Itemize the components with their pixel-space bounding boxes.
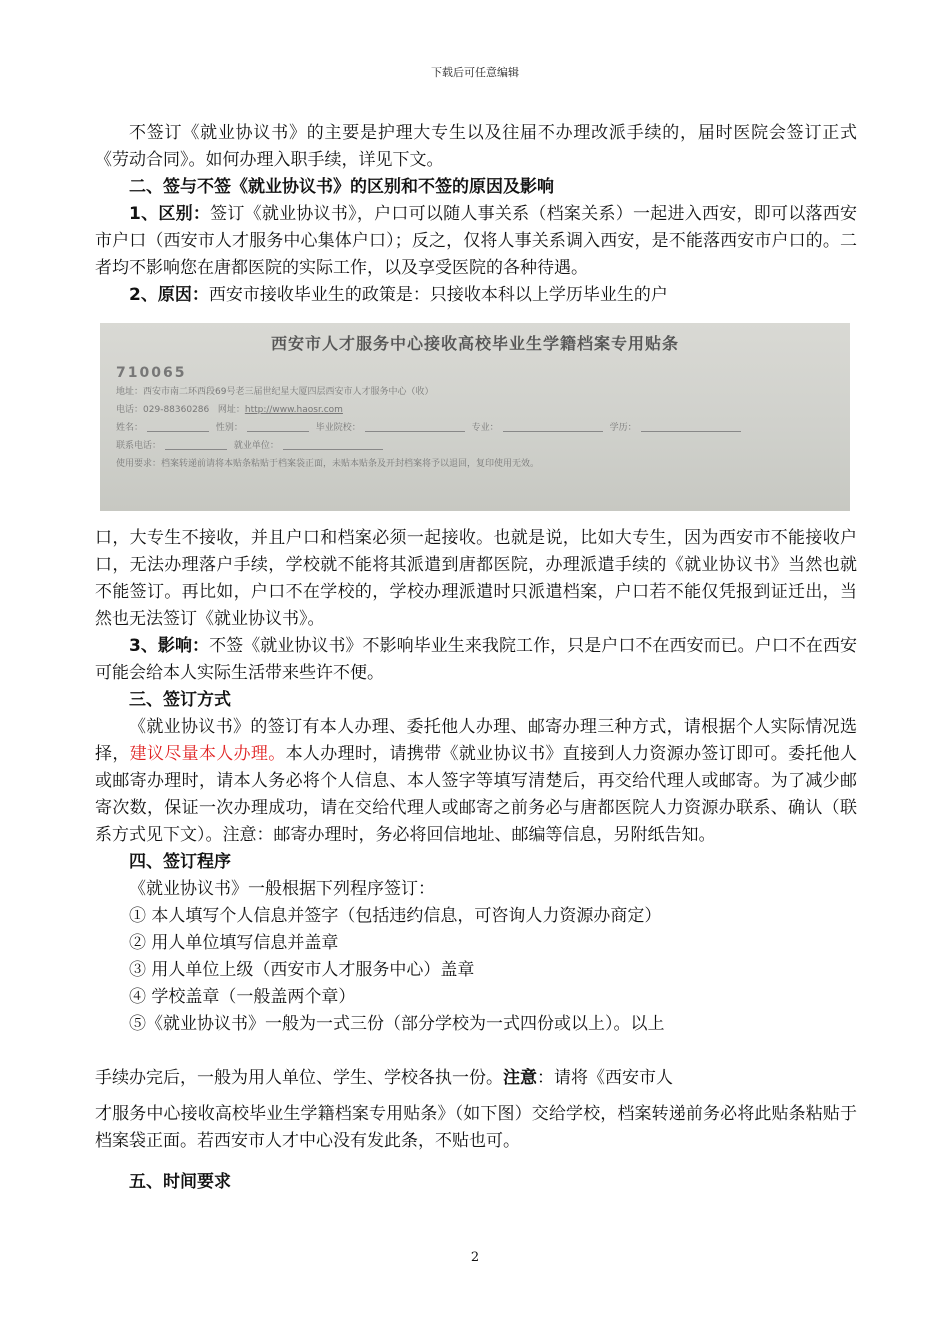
slip-blank — [147, 431, 209, 432]
slip-address: 地址：西安市南二环西段69号老三届世纪星大厦四层西安市人才服务中心（收） — [116, 387, 434, 397]
slip-field-gender: 性别： — [215, 423, 243, 433]
slip-field-name: 姓名： — [116, 423, 144, 433]
procedure-step-5: ⑤《就业协议书》一般为一式三份（部分学校为一式四份或以上）。以上 — [129, 1014, 665, 1034]
effect-text: 不签《就业协议书》不影响毕业生来我院工作，只是户口不在西安而已。户口不在西安可能会给本人实际生活带来些许不便。 — [95, 636, 857, 683]
document-body — [95, 120, 857, 1196]
page-header: 下载后可任意编辑 — [431, 66, 519, 79]
slip-blank — [283, 449, 383, 450]
slip-phone-label: 电话： — [116, 405, 144, 415]
reason-label: 2、原因： — [129, 285, 209, 305]
slip-title: 西安市人才服务中心接收高校毕业生学籍档案专用贴条 — [270, 334, 679, 353]
reason-text-a: 西安市接收毕业生的政策是：只接收本科以上学历毕业生的户 — [208, 285, 668, 305]
slip-field-major: 专业： — [471, 423, 499, 433]
procedure-step-4: ④ 学校盖章（一般盖两个章） — [129, 987, 356, 1007]
section-3-heading: 三、签订方式 — [129, 690, 231, 710]
difference-label: 1、区别： — [129, 204, 211, 224]
slip-web-label: 网址： — [217, 405, 245, 415]
slip-blank — [503, 431, 603, 432]
slip-blank — [247, 431, 309, 432]
spacer — [95, 1038, 857, 1056]
section-2-heading: 二、签与不签《就业协议书》的区别和不签的原因及影响 — [129, 177, 554, 197]
paragraph-intro: 不签订《就业协议书》的主要是护理大专生以及往届不办理改派手续的，届时医院会签订正式《劳动合同》。如何办理入职手续，详见下文。 — [95, 123, 857, 170]
difference-text: 签订《就业协议书》，户口可以随人事关系（档案关系）一起进入西安，即可以落西安市户口（西安市人才服务中心集体户口）；反之，仅将人事关系调入西安，是不能落西安市户口的。二者均不影响您在唐都医院的实际工作，以及享受医院的各种待遇。 — [95, 204, 857, 278]
slip-field-degree: 学历： — [609, 423, 637, 433]
procedure-note-colon: ： — [537, 1068, 554, 1088]
slip-contact-line — [116, 401, 834, 419]
slip-postcode: 710065 — [116, 365, 187, 381]
procedure-step-3: ③ 用人单位上级（西安市人才服务中心）盖章 — [129, 960, 475, 980]
procedure-note-label: 注意 — [503, 1068, 537, 1088]
archive-slip-photo — [100, 323, 850, 511]
slip-fields-row-2 — [116, 437, 834, 455]
slip-phone: 029-88360286 — [143, 405, 210, 415]
slip-field-employer: 就业单位： — [233, 441, 279, 451]
procedure-intro: 《就业协议书》一般根据下列程序签订： — [129, 879, 435, 899]
signing-text-a: 《就业协议书》的签订有本人办理、委托他人办理、邮寄办理三种方式，请根据个人实际情况选择， — [95, 717, 857, 764]
slip-fields-row-1 — [116, 419, 834, 437]
signing-recommendation: 建议尽量本人办理。 — [129, 744, 286, 764]
paragraph-procedure-slip: 才服务中心接收高校毕业生学籍档案专用贴条》（如下图）交给学校，档案转递前务必将此贴条粘贴于档案袋正面。若西安市人才中心没有发此条，不贴也可。 — [95, 1104, 857, 1151]
paragraph-reason-a — [95, 282, 857, 309]
section-4-heading: 四、签订程序 — [129, 852, 231, 872]
slip-web: http://www.haosr.com — [244, 405, 343, 415]
signing-text-b: 本人办理时，请携带《就业协议书》直接到人力资源办签订即可。委托他人或邮寄办理时，请本人务必将个人信息、本人签字等填写清楚后，再交给代理人或邮寄。为了减少邮寄次数，保证一次办理成功，请在交给代理人或邮寄之前务必与唐都医院人力资源办联系、确认（联系方式见下文）。注意：邮寄办理时，务必将回信地址、邮编等信息，另附纸告知。 — [95, 744, 858, 845]
procedure-cont-b: 请将《西安市人 — [554, 1068, 673, 1088]
paragraph-procedure-continued — [95, 1056, 857, 1101]
paragraph-signing-methods — [95, 714, 857, 849]
slip-field-school: 毕业院校： — [315, 423, 361, 433]
slip-blank — [365, 431, 465, 432]
section-5-heading: 五、时间要求 — [129, 1172, 231, 1192]
slip-field-phone: 联系电话： — [116, 441, 162, 451]
spacer — [95, 1155, 857, 1169]
effect-label: 3、影响： — [129, 636, 210, 656]
page-number: 2 — [470, 1250, 480, 1265]
procedure-step-2: ② 用人单位填写信息并盖章 — [129, 933, 339, 953]
slip-blank — [641, 431, 741, 432]
paragraph-effect — [95, 633, 857, 687]
paragraph-difference — [95, 201, 857, 282]
slip-blank — [165, 449, 227, 450]
slip-usage-note: 使用要求：档案转递前请将本贴条粘贴于档案袋正面，未贴本贴条及开封档案将予以退回，复印使用无效。 — [116, 459, 540, 469]
procedure-step-1: ① 本人填写个人信息并签字（包括违约信息，可咨询人力资源办商定） — [129, 906, 662, 926]
paragraph-reason-b: 口，大专生不接收，并且户口和档案必须一起接收。也就是说，比如大专生，因为西安市不能接收户口，无法办理落户手续，学校就不能将其派遣到唐都医院，办理派遣手续的《就业协议书》当然也就不能签订。再比如，户口不在学校的，学校办理派遣时只派遣档案，户口若不能仅凭报到证迁出，当然也无法签订《就业协议书》。 — [95, 528, 857, 629]
procedure-cont-a: 手续办完后，一般为用人单位、学生、学校各执一份。 — [95, 1068, 503, 1088]
